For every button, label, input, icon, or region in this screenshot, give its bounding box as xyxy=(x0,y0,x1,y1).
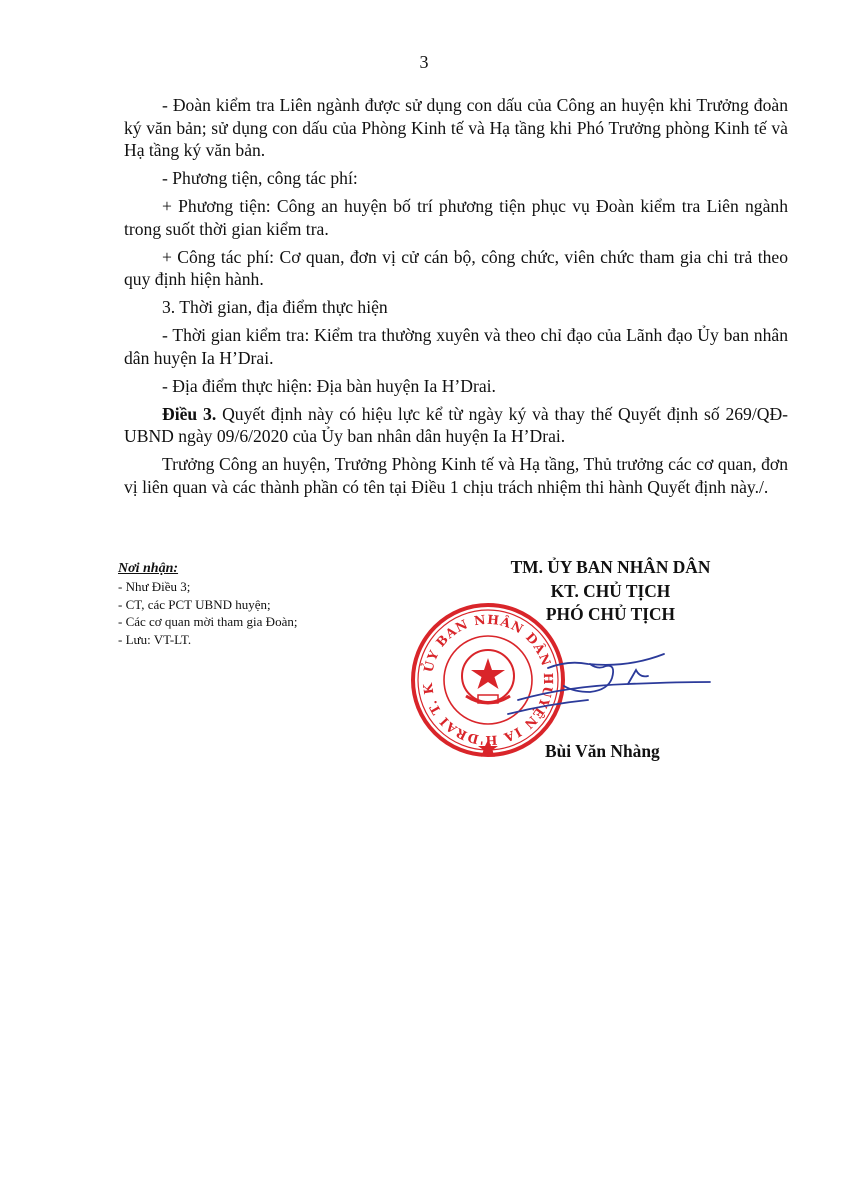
signature-line-1: TM. ỦY BAN NHÂN DÂN xyxy=(510,557,711,577)
article-3-paragraph: Điều 3. Quyết định này có hiệu lực kể từ ngày ký và thay thế Quyết định số 269/QĐ-UBND ngày 09/6/2020 của Ủy ban nhân dân huyện Ia H’Drai. xyxy=(124,403,789,447)
recipient-item: - Các cơ quan mời tham gia Đoàn; xyxy=(118,614,298,630)
paragraph: - Đoàn kiểm tra Liên ngành được sử dụng con dấu của Công an huyện khi Trưởng đoàn ký văn bản; sử dụng con dấu của Phòng Kinh tế và Hạ tầng khi Phó Trưởng phòng Kinh tế và Hạ tầng ký văn bản. xyxy=(124,95,788,161)
page-number: 3 xyxy=(419,52,429,72)
document-body xyxy=(124,94,788,504)
paragraph: Trưởng Công an huyện, Trưởng Phòng Kinh tế và Hạ tầng, Thủ trưởng các cơ quan, đơn vị liên quan và các thành phần có tên tại Điều 1 chịu trách nhiệm thi hành Quyết định này./. xyxy=(124,454,788,498)
recipient-item: - Lưu: VT-LT. xyxy=(118,631,192,647)
stamp-text: ỦY BAN NHÂN DÂN HUYỆN IA H'DRAI T. K xyxy=(419,611,557,749)
handwritten-signature xyxy=(478,640,728,720)
paragraph: - Phương tiện, công tác phí: xyxy=(162,168,358,189)
signer-name: Bùi Văn Nhàng xyxy=(545,741,660,761)
section-heading: 3. Thời gian, địa điểm thực hiện xyxy=(162,297,388,318)
recipient-item: - Như Điều 3; xyxy=(118,579,191,595)
signature-icon xyxy=(478,640,728,720)
recipients-block xyxy=(118,560,418,648)
paragraph: + Phương tiện: Công an huyện bố trí phương tiện phục vụ Đoàn kiểm tra Liên ngành trong suốt thời gian kiểm tra. xyxy=(124,196,788,239)
paragraph: + Công tác phí: Cơ quan, đơn vị cử cán bộ, công chức, viên chức tham gia chi trả theo quy định hiện hành. xyxy=(124,246,788,290)
paragraph: - Thời gian kiểm tra: Kiểm tra thường xuyên và theo chỉ đạo của Lãnh đạo Ủy ban nhân dân huyện Ia H’Drai. xyxy=(124,325,788,368)
recipients-title: Nơi nhận: xyxy=(118,561,179,576)
recipient-item: - CT, các PCT UBND huyện; xyxy=(118,596,271,612)
signature-line-3: PHÓ CHỦ TỊCH xyxy=(545,604,676,624)
signature-line-2: KT. CHỦ TỊCH xyxy=(550,580,671,601)
paragraph: - Địa điểm thực hiện: Địa bàn huyện Ia H’Drai. xyxy=(162,375,496,396)
